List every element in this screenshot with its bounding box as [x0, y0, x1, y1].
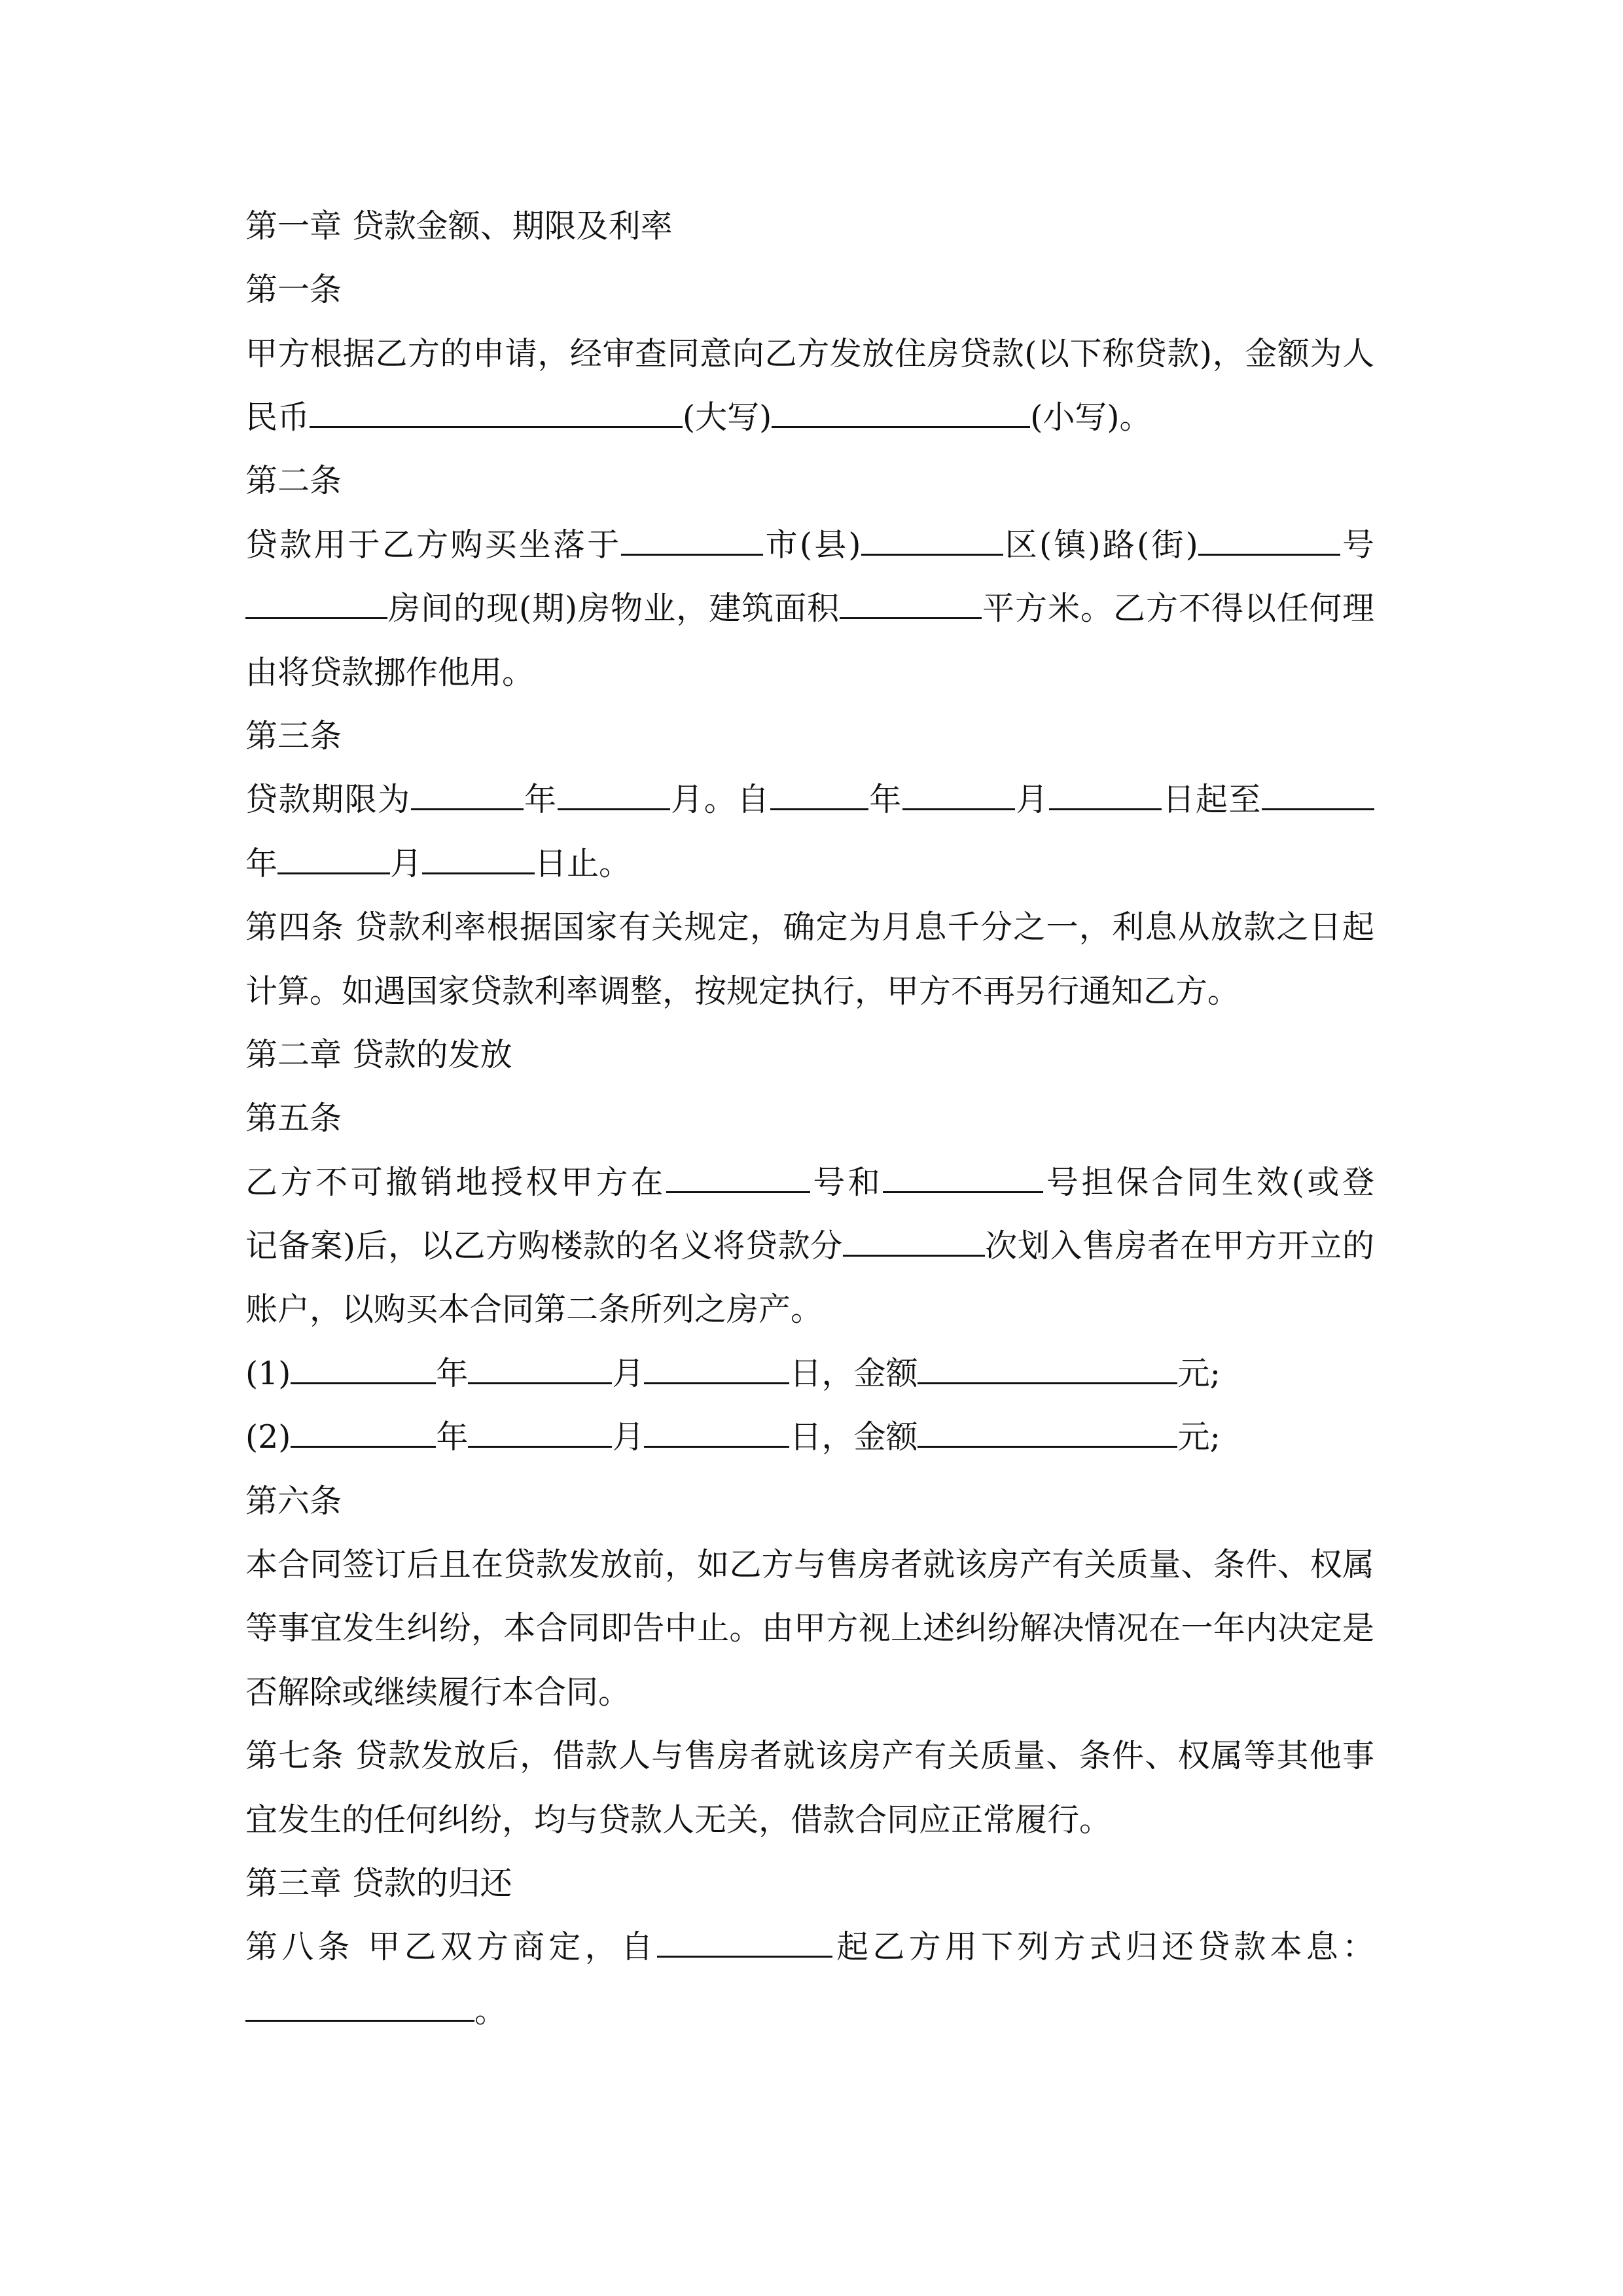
text: 月。自: [669, 781, 770, 818]
article-2-room: [245, 577, 1374, 640]
street-number-blank[interactable]: [1198, 513, 1340, 556]
end-year-blank[interactable]: [1262, 768, 1374, 810]
text: 否解除或继续履行本合同。: [245, 1674, 631, 1711]
text: 月: [612, 1355, 645, 1392]
text: 元;: [1177, 1418, 1221, 1456]
article-7-text-cont: [245, 1788, 1374, 1852]
article-4-text: [245, 895, 1374, 959]
article-6-heading: [245, 1469, 1374, 1533]
article-5-text: [245, 1151, 1374, 1214]
room-blank[interactable]: [245, 577, 387, 619]
text: 年: [868, 781, 902, 818]
text: 记备案)后，以乙方购楼款的名义将贷款分: [245, 1227, 843, 1265]
article-8-text: [245, 1915, 1374, 1979]
amount-blank[interactable]: [918, 1405, 1177, 1448]
term-months-blank[interactable]: [558, 768, 670, 810]
text: 平方米。乙方不得以任何理: [982, 590, 1374, 627]
text: 账户，以购买本合同第二条所列之房产。: [245, 1291, 823, 1328]
city-blank[interactable]: [621, 513, 763, 556]
text: 宜发生的任何纠纷，均与贷款人无关，借款合同应正常履行。: [245, 1801, 1112, 1839]
chapter-2-heading: [245, 1023, 1374, 1086]
text: 第五条: [245, 1100, 342, 1137]
installment-2: [245, 1405, 1374, 1469]
text: (大写): [683, 399, 772, 436]
text: 月: [1014, 781, 1049, 818]
text: 年: [245, 845, 278, 882]
text: 日起至: [1161, 781, 1262, 818]
text: 房间的现(期)房物业，建筑面积: [387, 590, 840, 627]
text: 计算。如遇国家贷款利率调整，按规定执行，甲方不再另行通知乙方。: [245, 973, 1240, 1010]
article-1-heading: [245, 258, 1374, 321]
text: 号: [1340, 526, 1375, 564]
contract-no-2-blank[interactable]: [883, 1151, 1043, 1193]
text: 次划入售房者在甲方开立的: [984, 1227, 1374, 1265]
text: 乙方不可撤销地授权甲方在: [245, 1164, 666, 1201]
contract-no-1-blank[interactable]: [666, 1151, 810, 1193]
start-month-blank[interactable]: [902, 768, 1015, 810]
text: 第二条: [245, 462, 342, 499]
article-3-heading: [245, 704, 1374, 768]
text: 贷款期限为: [245, 781, 411, 818]
text: 日，金额: [789, 1355, 918, 1392]
amount-figures-blank[interactable]: [772, 386, 1030, 428]
text: 年: [436, 1418, 469, 1456]
article-2-heading: [245, 449, 1374, 512]
text: 日止。: [535, 845, 632, 882]
text: 由将贷款挪作他用。: [245, 654, 535, 691]
repayment-start-blank[interactable]: [657, 1915, 832, 1958]
start-year-blank[interactable]: [770, 768, 868, 810]
text: 月: [612, 1418, 645, 1456]
text: 月: [390, 845, 423, 882]
day-blank[interactable]: [644, 1405, 789, 1448]
text: 第八条 甲乙双方商定，自: [245, 1928, 657, 1965]
text: 第七条 贷款发放后，借款人与售房者就该房产有关质量、条件、权属等其他事: [245, 1737, 1374, 1774]
text: 甲方根据乙方的申请，经审查同意向乙方发放住房贷款(以下称贷款)，金额为人: [245, 335, 1375, 372]
article-6-text-cont: [245, 1596, 1374, 1660]
amount-blank[interactable]: [918, 1342, 1177, 1384]
text: (小写)。: [1030, 399, 1152, 436]
text: 号和: [810, 1164, 883, 1201]
text: 市(县): [763, 526, 861, 564]
text: 第二章 贷款的发放: [245, 1036, 512, 1073]
text: 第一章 贷款金额、期限及利率: [245, 207, 673, 245]
article-1-text: [245, 322, 1374, 386]
article-4-text-cont: [245, 960, 1374, 1023]
article-6-text: [245, 1533, 1374, 1596]
area-blank[interactable]: [840, 577, 982, 619]
amount-words-blank[interactable]: [310, 386, 683, 428]
repayment-method-blank[interactable]: [245, 1979, 474, 2022]
text: 起乙方用下列方式归还贷款本息：: [832, 1928, 1374, 1965]
text: 贷款用于乙方购买坐落于: [245, 526, 622, 564]
text: 日，金额: [789, 1418, 918, 1456]
text: 区(镇)路(街): [1003, 526, 1198, 564]
text: 。: [474, 1992, 507, 2030]
text: 民币: [245, 399, 310, 436]
article-5-text-end: [245, 1278, 1374, 1341]
text: 第三章 贷款的归还: [245, 1865, 512, 1902]
day-blank[interactable]: [644, 1342, 789, 1384]
article-6-text-end: [245, 1660, 1374, 1724]
installment-1: [245, 1342, 1374, 1405]
district-blank[interactable]: [861, 513, 1003, 556]
text: 年: [523, 781, 558, 818]
text: 第一条: [245, 271, 342, 308]
text: 第三条: [245, 717, 342, 755]
month-blank[interactable]: [468, 1342, 612, 1384]
article-3-end: [245, 832, 1374, 895]
article-3-term: [245, 768, 1374, 831]
text: (2): [245, 1418, 291, 1456]
article-1-amount: [245, 386, 1374, 449]
text: (1): [245, 1355, 291, 1392]
article-2-end: [245, 641, 1374, 704]
end-day-blank[interactable]: [422, 832, 535, 874]
text: 第六条: [245, 1482, 342, 1520]
text: 本合同签订后且在贷款发放前，如乙方与售房者就该房产有关质量、条件、权属: [245, 1546, 1374, 1583]
start-day-blank[interactable]: [1049, 768, 1162, 810]
text: 等事宜发生纠纷，本合同即告中止。由甲方视上述纠纷解决情况在一年内决定是: [245, 1609, 1374, 1647]
text: 年: [436, 1355, 469, 1392]
text: 号担保合同生效(或登: [1043, 1164, 1374, 1201]
article-8-method: [245, 1979, 1374, 2043]
article-2-address: [245, 513, 1374, 577]
year-blank[interactable]: [291, 1405, 436, 1448]
article-5-heading: [245, 1086, 1374, 1150]
end-month-blank[interactable]: [277, 832, 390, 874]
text: 第四条 贷款利率根据国家有关规定，确定为月息千分之一，利息从放款之日起: [245, 908, 1374, 946]
term-years-blank[interactable]: [411, 768, 524, 810]
installments-blank[interactable]: [843, 1214, 985, 1257]
month-blank[interactable]: [468, 1405, 612, 1448]
chapter-3-heading: [245, 1852, 1374, 1915]
chapter-1-heading: [245, 194, 1374, 258]
article-7-text: [245, 1724, 1374, 1787]
year-blank[interactable]: [291, 1342, 436, 1384]
text: 元;: [1177, 1355, 1221, 1392]
article-5-text-cont: [245, 1214, 1374, 1278]
